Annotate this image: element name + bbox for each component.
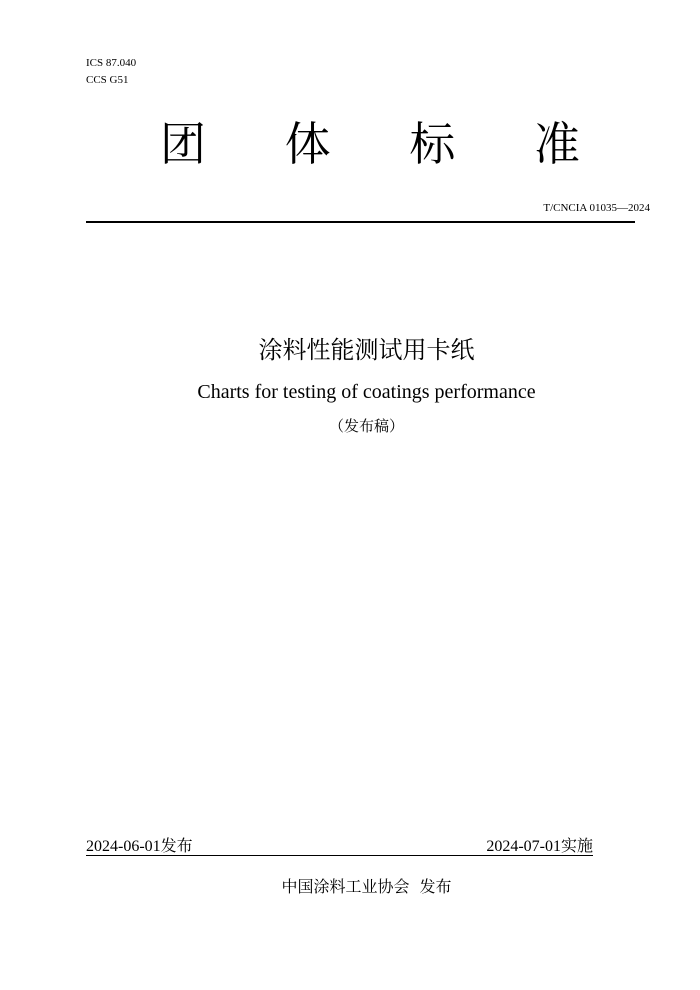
ccs-code: CCS G51: [86, 74, 129, 86]
issuer-suffix: 发布: [419, 877, 452, 896]
title-char: 标: [409, 117, 456, 171]
issuer-line: [0, 875, 700, 899]
implement-date-value: 2024-07-01: [486, 838, 561, 855]
standard-number: T/CNCIA 01035—2024: [543, 202, 650, 214]
header-divider: [86, 221, 635, 223]
title-char: 团: [160, 117, 206, 171]
ics-code: ICS 87.040: [86, 57, 137, 69]
english-title: Charts for testing of coatings performance: [197, 381, 536, 403]
footer-divider: [86, 855, 593, 856]
chinese-title: 涂料性能测试用卡纸: [258, 336, 475, 364]
implement-suffix: 实施: [560, 836, 593, 855]
issuer-name: 中国涂料工业协会: [281, 877, 410, 896]
document-type-title: [160, 112, 580, 176]
publish-suffix: 发布: [160, 836, 193, 855]
draft-label: （发布稿）: [328, 417, 404, 435]
title-char: 体: [284, 117, 331, 171]
title-char: 准: [533, 117, 580, 171]
publish-date-value: 2024-06-01: [86, 838, 161, 855]
